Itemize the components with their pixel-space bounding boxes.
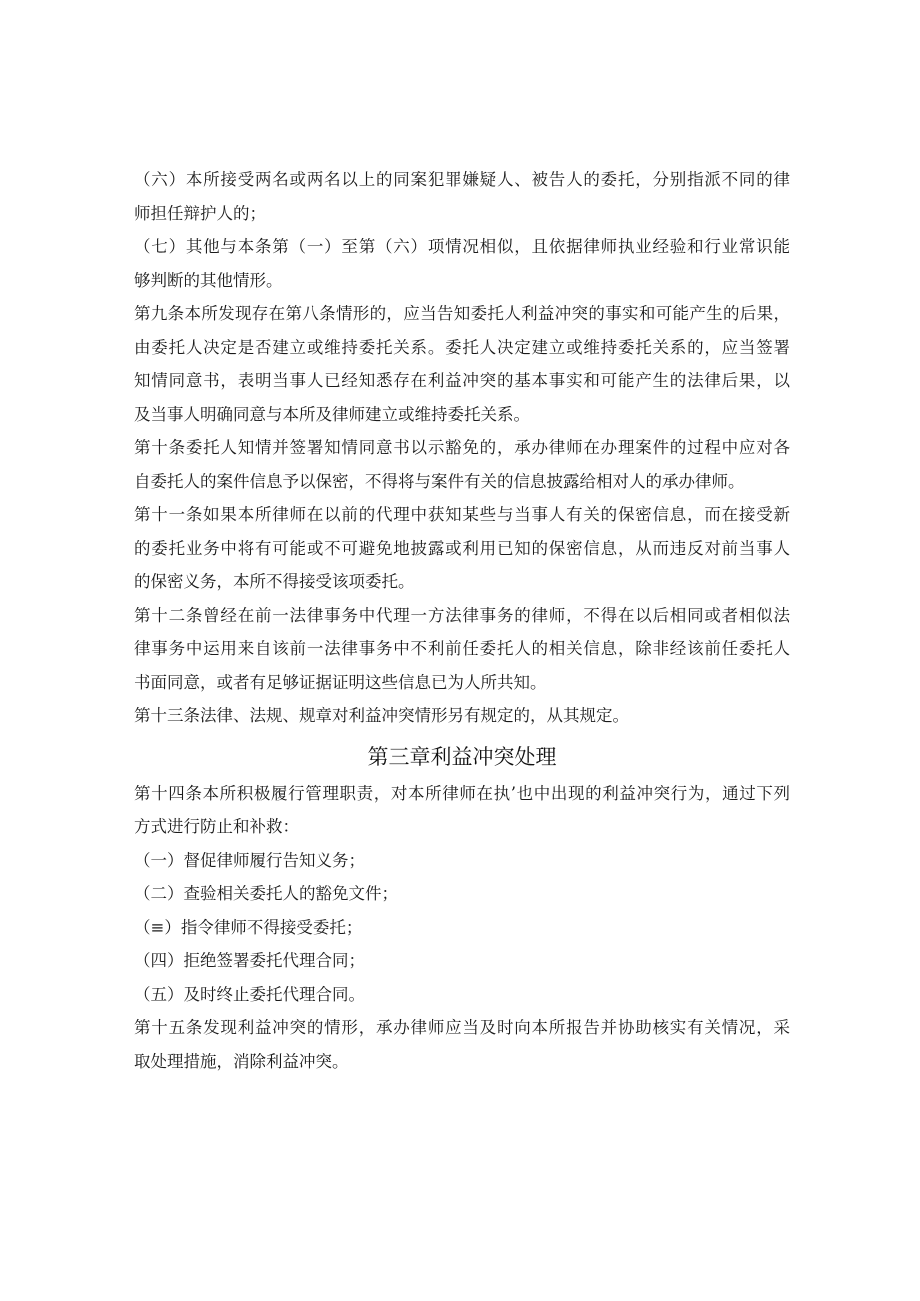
text-line: 律事务中运用来自该前一法律事务中不利前任委托人的相关信息，除非经该前任委托人 xyxy=(134,639,790,658)
paragraph xyxy=(134,777,790,844)
text-line: （六）本所接受两名或两名以上的同案犯罪嫌疑人、被告人的委托，分别指派不同的律 xyxy=(134,170,790,189)
text-line: （七）其他与本条第（一）至第（六）项情况相似，且依据律师执业经验和行业常识能 xyxy=(134,237,790,256)
text-line: （四）拒绝签署委托代理合同； xyxy=(134,951,365,970)
paragraphs-before-heading xyxy=(134,163,790,733)
text-line: 书面同意，或者有足够证据证明这些信息已为人所共知。 xyxy=(134,672,547,692)
text-line: （二）查验相关委托人的豁免文件； xyxy=(134,884,398,903)
text-line: （五）及时终止委托代理合同。 xyxy=(134,984,365,1004)
paragraph xyxy=(134,599,790,700)
text-line: 知情同意书，表明当事人已经知悉存在利益冲突的基本事实和可能产生的法律后果，以 xyxy=(134,371,790,390)
text-line: 第十二条曾经在前一法律事务中代理一方法律事务的律师，不得在以后相同或者相似法 xyxy=(134,605,790,625)
paragraph xyxy=(134,498,790,599)
paragraph xyxy=(134,230,790,297)
text-line: 第十五条发现利益冲突的情形，承办律师应当及时向本所报告并协助核实有关情况，采 xyxy=(134,1018,790,1037)
text-line: 师担任辩护人的； xyxy=(134,203,266,223)
text-line: 取处理措施，消除利益冲突。 xyxy=(134,1051,349,1071)
text-line: 由委托人决定是否建立或维持委托关系。委托人决定建立或维持委托关系的，应当签署 xyxy=(134,337,790,357)
text-line: 够判断的其他情形。 xyxy=(134,270,283,290)
paragraph xyxy=(134,844,790,878)
text-line: 方式进行防止和补救： xyxy=(134,817,299,836)
text-line: 第十四条本所积极履行管理职责，对本所律师在执’也中出现的利益冲突行为，通过下列 xyxy=(134,783,790,803)
text-line: 及当事人明确同意与本所及律师建立或维持委托关系。 xyxy=(134,404,530,424)
paragraph xyxy=(134,699,790,733)
paragraph xyxy=(134,163,790,230)
text-line: 第十条委托人知情并签署知情同意书以示豁免的，承办律师在办理案件的过程中应对各 xyxy=(134,438,790,457)
paragraph xyxy=(134,978,790,1012)
paragraph xyxy=(134,944,790,978)
text-line: （一）督促律师履行告知义务； xyxy=(134,850,365,870)
text-line: 的委托业务中将有可能或不可避免地披露或利用已知的保密信息，从而违反对前当事人 xyxy=(134,538,790,558)
document-body xyxy=(134,163,790,1078)
text-line: 自委托人的案件信息予以保密，不得将与案件有关的信息披露给相对人的承办律师。 xyxy=(134,471,745,491)
paragraph xyxy=(134,911,790,945)
text-line: 第十一条如果本所律师在以前的代理中获知某些与当事人有关的保密信息，而在接受新 xyxy=(134,505,790,524)
text-line: 的保密义务，本所不得接受该项委托。 xyxy=(134,572,415,591)
paragraphs-after-heading xyxy=(134,777,790,1079)
text-line: 第九条本所发现存在第八条情形的，应当告知委托人利益冲突的事实和可能产生的后果， xyxy=(134,304,790,323)
text-line: （≡）指令律师不得接受委托； xyxy=(134,917,363,937)
paragraph xyxy=(134,431,790,498)
paragraph xyxy=(134,1011,790,1078)
chapter-heading: 第三章利益冲突处理 xyxy=(367,744,557,769)
text-line: 第十三条法律、法规、规章对利益冲突情形另有规定的，从其规定。 xyxy=(134,706,629,725)
paragraph xyxy=(134,297,790,431)
paragraph xyxy=(134,877,790,911)
